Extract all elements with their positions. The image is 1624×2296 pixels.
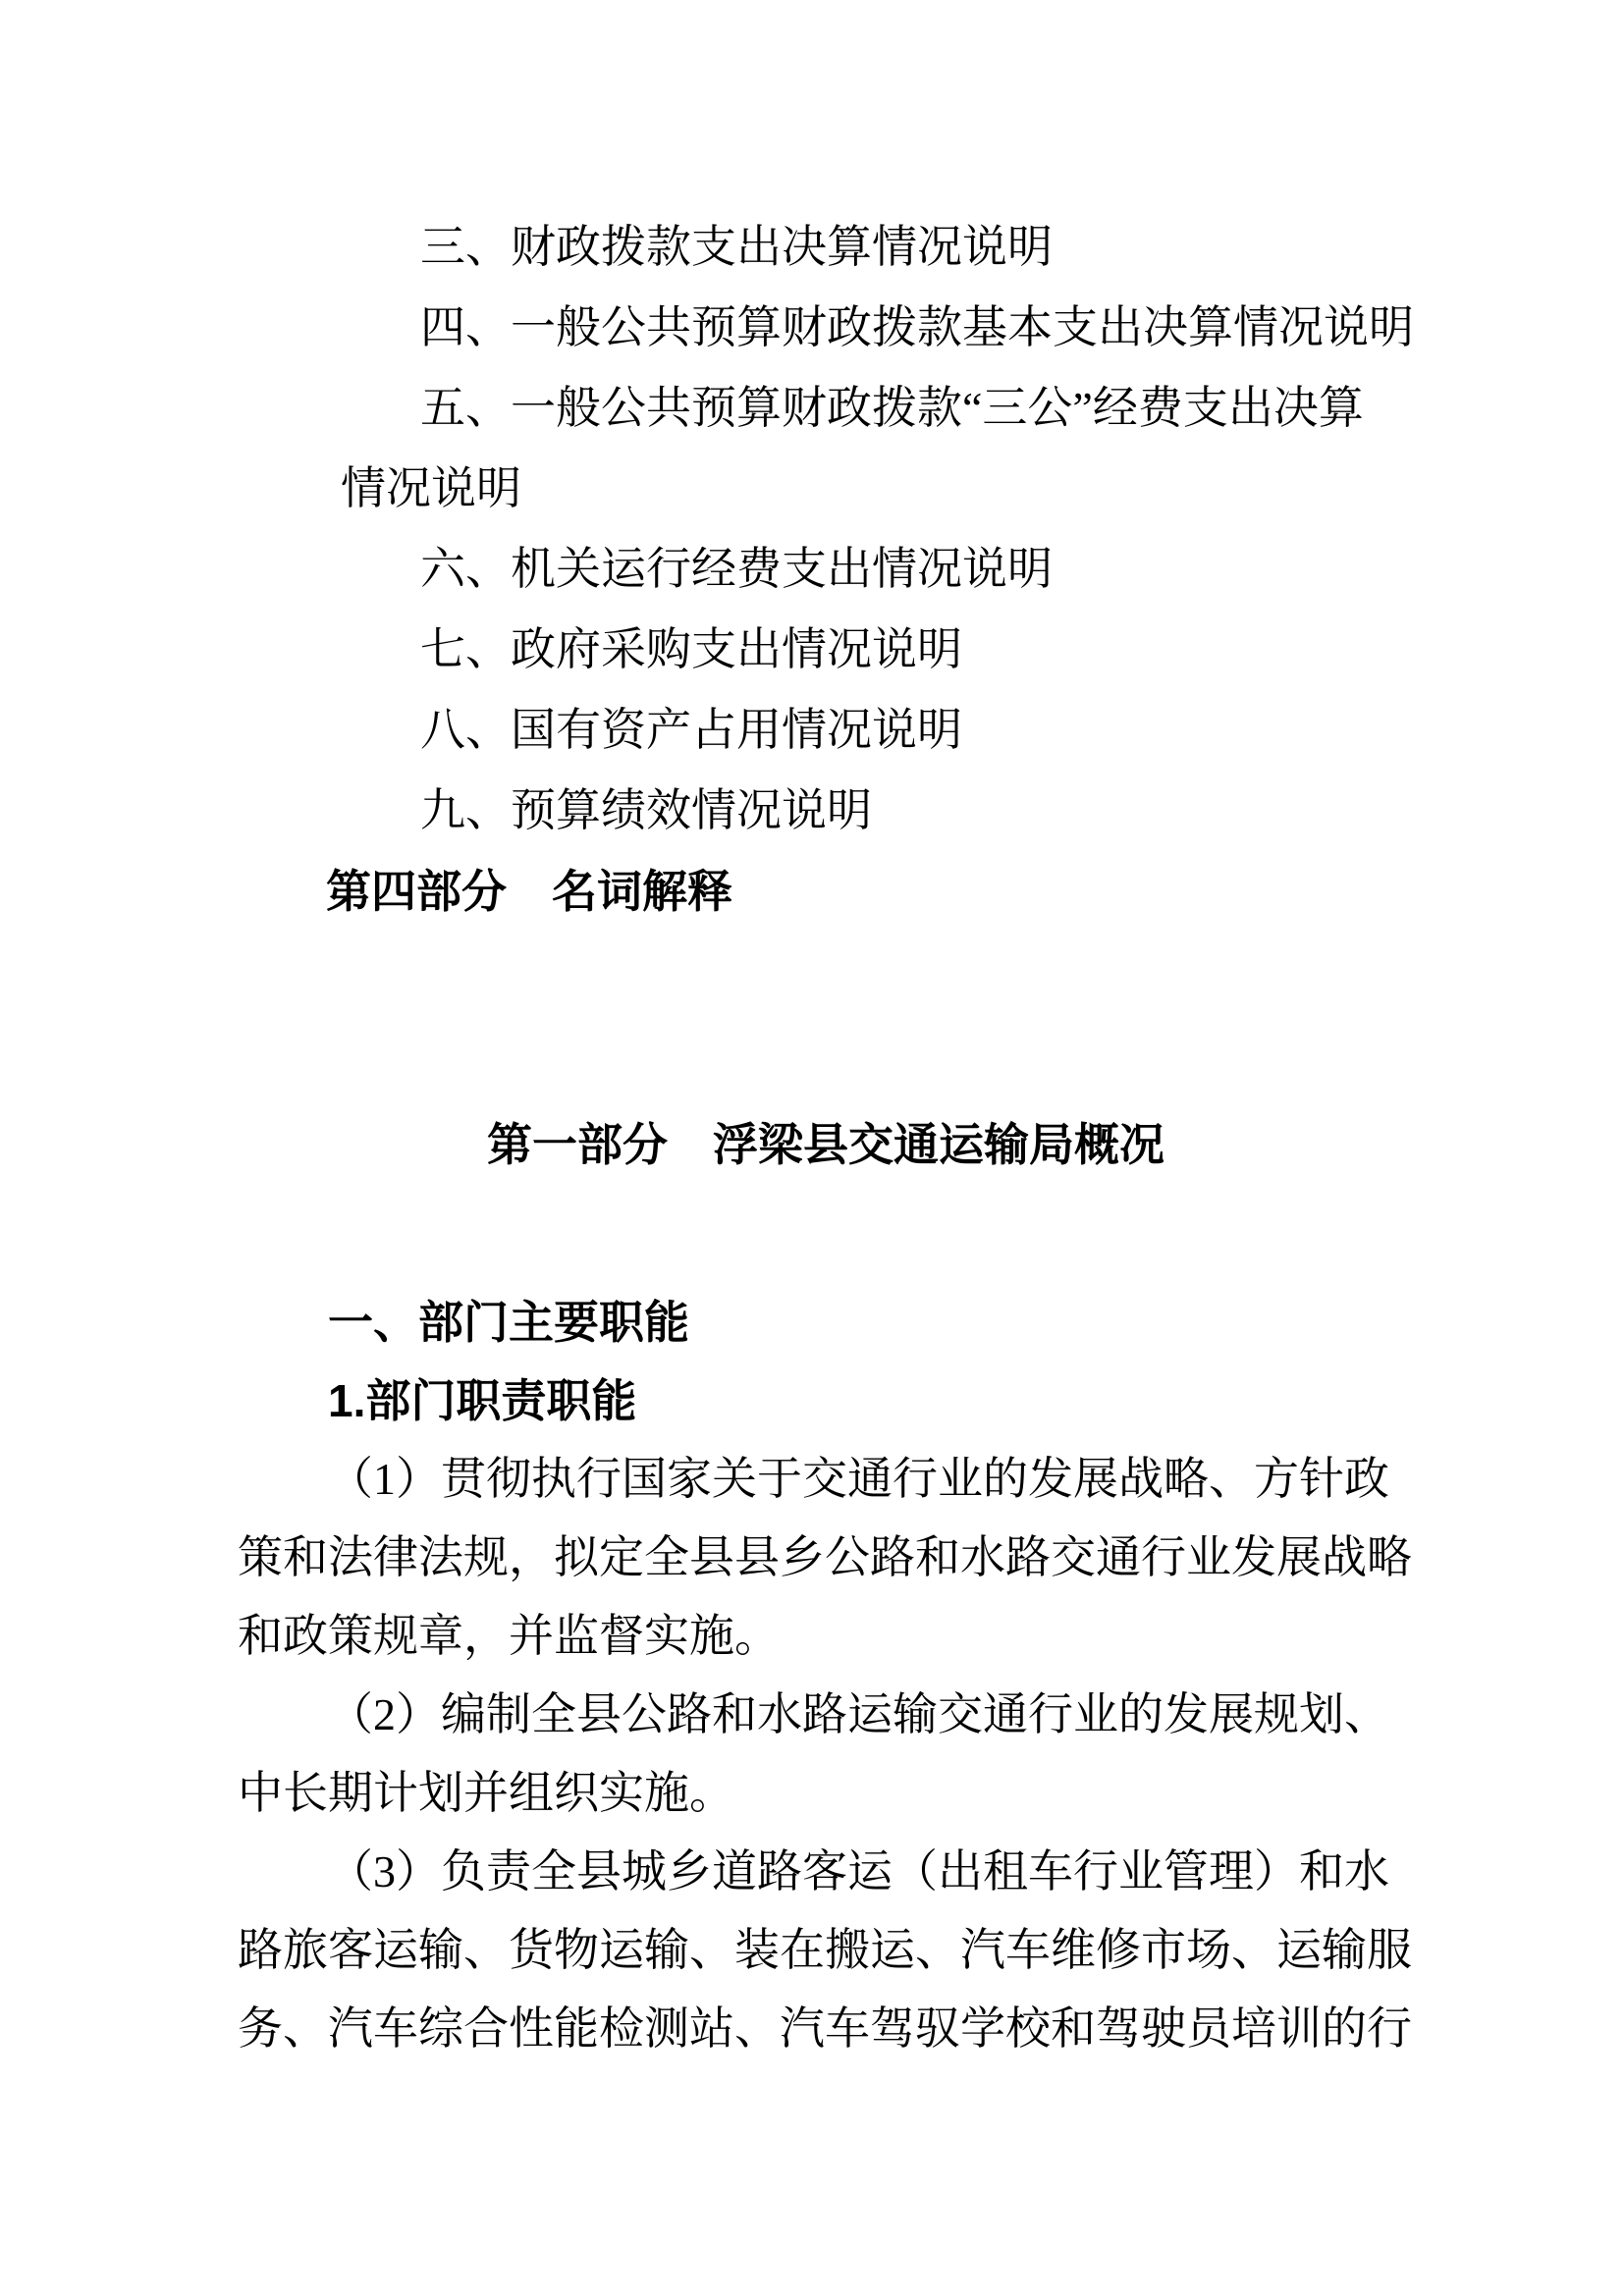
paragraph-line: （1）贯彻执行国家关于交通行业的发展战略、方针政 — [328, 1454, 1389, 1504]
toc-part4-heading: 第四部分 名词解释 — [326, 866, 732, 917]
paragraph-line: 策和法律法规，拟定全县县乡公路和水路交通行业发展战略 — [238, 1532, 1412, 1582]
part1-section-heading: 第一部分 浮梁县交通运输局概况 — [487, 1119, 1164, 1170]
toc-item-5: 五、一般公共预算财政拨款“三公”经费支出决算 — [420, 383, 1364, 433]
paragraph-line: （2）编制全县公路和水路运输交通行业的发展规划、 — [328, 1689, 1389, 1739]
toc-item-7: 七、政府采购支出情况说明 — [420, 624, 962, 674]
paragraph-line: 路旅客运输、货物运输、装在搬运、汽车维修市场、运输服 — [238, 1925, 1412, 1975]
toc-item-4: 四、一般公共预算财政拨款基本支出决算情况说明 — [420, 302, 1414, 352]
paragraph-line: （3）负责全县城乡道路客运（出租车行业管理）和水 — [328, 1846, 1389, 1896]
toc-item-3: 三、财政拨款支出决算情况说明 — [420, 222, 1053, 272]
subheading-duties: 1.部门职责职能 — [328, 1375, 637, 1426]
paragraph-line: 中长期计划并组织实施。 — [238, 1768, 734, 1818]
subheading-main-functions: 一、部门主要职能 — [328, 1297, 689, 1348]
vertical-spacer — [238, 932, 1414, 1104]
paragraph-line: 和政策规章，并监督实施。 — [238, 1611, 780, 1661]
toc-item-8: 八、国有资产占用情况说明 — [420, 705, 962, 755]
toc-item-5-continuation: 情况说明 — [341, 463, 521, 513]
toc-item-6: 六、机关运行经费支出情况说明 — [420, 544, 1053, 594]
toc-item-9: 九、预算绩效情况说明 — [420, 785, 872, 835]
paragraph-line: 务、汽车综合性能检测站、汽车驾驭学校和驾驶员培训的行 — [238, 2003, 1412, 2054]
vertical-spacer — [238, 1185, 1414, 1283]
